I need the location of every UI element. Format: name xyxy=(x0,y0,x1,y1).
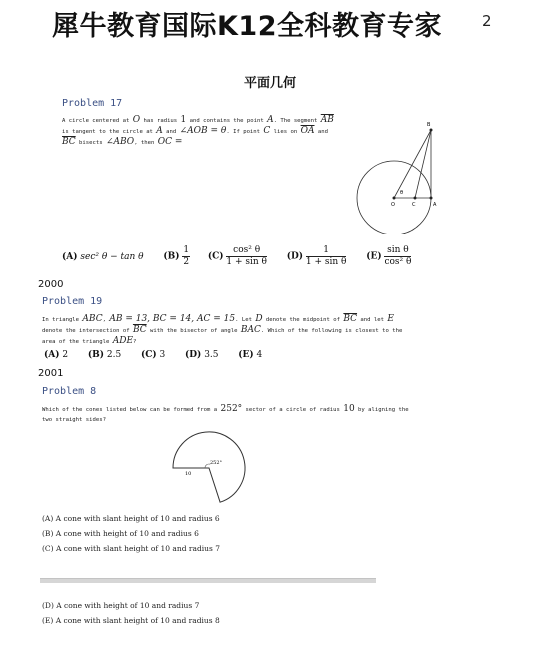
problem-8-label: Problem 8 xyxy=(42,386,97,397)
answer-c: (C) 3 xyxy=(140,350,166,360)
page-header-title: 犀牛教育国际K12全科教育专家 xyxy=(52,11,442,42)
sector-shape xyxy=(173,432,245,502)
point-b xyxy=(430,129,433,132)
point-a xyxy=(430,197,433,200)
label-c: C xyxy=(412,202,416,208)
option-a: (A) A cone with slant height of 10 and radius 6 xyxy=(42,514,220,523)
label-theta: θ xyxy=(400,190,404,196)
sector-angle-label: 252° xyxy=(210,460,223,466)
label-a: A xyxy=(433,202,437,208)
problem-19-answers xyxy=(44,350,262,360)
problem-17-label: Problem 17 xyxy=(62,98,123,109)
label-b: B xyxy=(427,122,431,128)
problem-8-text: Which of the cones listed below can be formed from a 252° sector of a circle of radius 10 by aligning the two straight sides? xyxy=(42,404,409,423)
problem-19-text: In triangle ABC, AB = 13, BC = 14, AC = 15. Let D denote the midpoint of $\overline{BC}$ and let E denote the intersection of $\overline{BC}$ with the bisector of angle BAC. Which of the following is closest to the area of the triangle ADE? xyxy=(42,314,403,346)
problem-19-label: Problem 19 xyxy=(42,296,103,307)
option-d: (D) A cone with height of 10 and radius 7 xyxy=(42,601,200,610)
answer-a: (A) 2 xyxy=(44,350,69,360)
sector-figure xyxy=(165,428,255,510)
problem-17-text: A circle centered at O has radius 1 and contains the point A. The segment $\overline{AB}$ is tangent to the circle at A and ∠AOB = θ. If point C lies on $\overline{OA}$ and $\overline{BC}$ bisects ∠ABO, then OC = xyxy=(62,115,334,147)
point-o xyxy=(393,197,396,200)
year-2000-label: 2000 xyxy=(38,279,64,290)
label-o: O xyxy=(391,202,395,208)
point-c xyxy=(414,197,417,200)
answer-b: (B) 2.5 xyxy=(87,350,122,360)
page-number: 2 xyxy=(482,12,492,30)
answer-e: (E) 4 xyxy=(238,350,263,360)
year-2001-label: 2001 xyxy=(38,368,64,379)
option-e: (E) A cone with slant height of 10 and radius 8 xyxy=(42,616,220,625)
page-divider xyxy=(40,578,376,583)
sector-radius-label: 10 xyxy=(185,471,192,477)
option-b: (B) A cone with height of 10 and radius 6 xyxy=(42,529,199,538)
option-c: (C) A cone with slant height of 10 and radius 7 xyxy=(42,544,221,553)
problem-17-figure xyxy=(350,118,446,234)
section-title: 平面几何 xyxy=(243,76,296,91)
answer-d: (D) 3.5 xyxy=(184,350,219,360)
segment-ob xyxy=(394,130,431,198)
segment-bc xyxy=(415,130,431,198)
problem-17-answers: (A) sec² θ − tan θ (B) $\frac{1}{2}$ (C) $\frac{\text{cos² θ}}{\text{1 + sin θ}}$ (D) $\frac{1}{\text{1 + sin θ}}$ (E) $\frac{\text{sin θ}}{\text{cos² θ}}$ xyxy=(62,245,412,267)
